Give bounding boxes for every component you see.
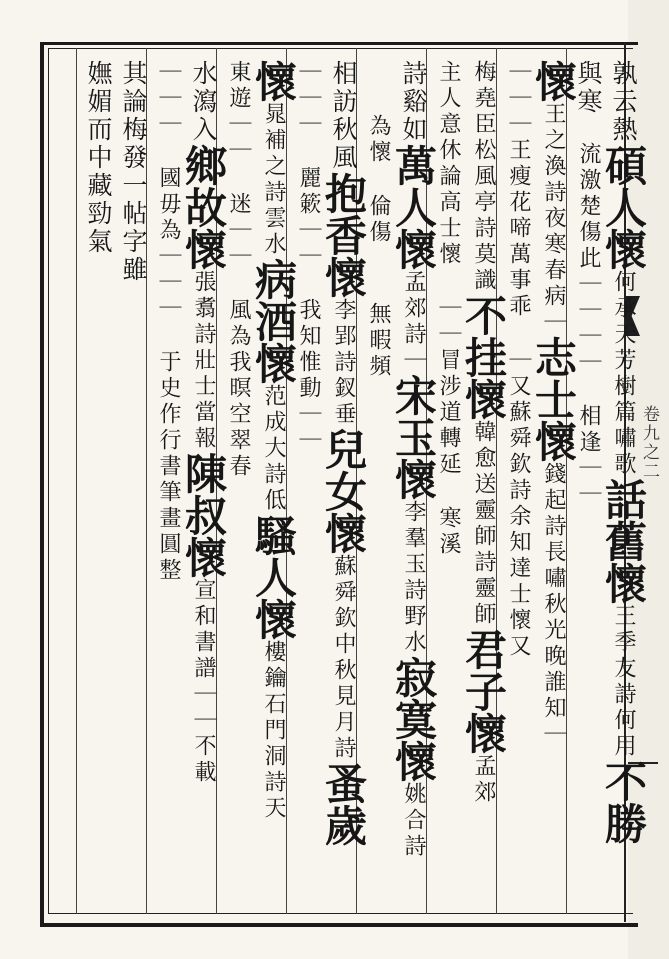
text-segment: 孟郊詩｜ [401,270,426,374]
text-segment: 王季友詩何用 [611,604,636,760]
text-segment: 梅堯臣松風亭詩莫識 [471,60,496,294]
text-segment [154,138,183,166]
text-segment: 為懷 [366,88,391,166]
text-segment: 孰云熱 [609,60,638,144]
text-column [459,60,508,910]
headword: 懷 [529,60,578,102]
headword: 萬人懷 [389,144,438,270]
text-segment: ｜｜｜王瘦花啼萬事乖 [506,60,531,320]
text-segment: 相訪秋風 [329,60,358,172]
headword: 兒女懷 [319,428,368,554]
text-segment: 國毋為｜｜｜ [156,166,181,322]
text-segment [434,478,463,506]
text-column [599,60,648,910]
text-segment: ｜｜｜ [296,60,321,138]
text-segment: 寒溪 [436,506,461,558]
text-segment [574,376,603,404]
headword: 志士懷 [529,336,578,462]
headword: 鄉故懷 [179,144,228,270]
text-column [179,60,228,910]
text-column [569,60,604,910]
text-segment: 李羣玉詩野水 [401,500,426,656]
text-segment [434,268,463,296]
text-column [79,60,114,910]
text-segment: 詩谿如 [399,60,428,144]
text-segment: 水瀉入 [189,60,218,144]
text-segment: 于史作行書筆畫圓整 [156,350,181,584]
headword: 宋玉懷 [389,374,438,500]
text-segment: 迷｜｜ [226,192,251,270]
text-segment: ｜又蘇舜欽詩余知達士懷又 [506,348,531,660]
headword: 懷 [249,60,298,102]
text-column [249,60,298,910]
text-segment: 無暇頻 [366,302,391,380]
headword: 話舊懷 [599,478,648,604]
text-segment: 主人意休論高士懷 [436,60,461,268]
text-segment: 相逢｜｜ [576,404,601,508]
text-segment: ｜｜｜ [156,60,181,138]
text-column [289,60,324,910]
headword: 君子懷 [459,628,508,754]
text-segment: 范成大詩低 [261,384,286,514]
headword: 騷人懷 [249,514,298,640]
text-segment: 姚合詩 [401,782,426,860]
text-column [529,60,578,910]
text-segment: 其論梅發一帖字雖 [119,60,148,284]
text-segment: 錢起詩長嘯秋光晚誰知｜ [541,462,566,748]
text-segment: 何承天芳樹篇嘯歌 [611,270,636,478]
text-segment [364,60,393,88]
text-segment [364,246,393,302]
text-segment: 倫傷 [366,194,391,246]
text-column [499,60,534,910]
headword: 陳叔懷 [179,452,228,578]
text-column [149,60,184,910]
text-segment: 張翥詩壯士當報 [191,270,216,452]
text-segment: 晁補之詩雲水 [261,102,286,258]
text-segment [294,138,323,166]
text-segment [224,270,253,298]
headword: 病酒懷 [249,258,298,384]
text-column [389,60,438,910]
text-segment: 李郢詩釵垂 [331,298,356,428]
text-segment: 樓鑰石門洞詩天 [261,640,286,822]
headword: 不勝 [599,760,648,844]
text-segment [294,270,323,298]
text-segment: 宣和書譜｜｜不載 [191,578,216,786]
text-segment: 與寒 [574,60,603,116]
headword: 不挂懷 [459,294,508,420]
headword: 抱香懷 [319,172,368,298]
text-segment: ｜｜冒涉道轉延 [436,296,461,478]
text-segment [364,166,393,194]
text-segment: 流激楚傷此｜｜｜｜ [576,116,601,376]
text-segment: 我知惟動｜｜ [296,298,321,454]
headword: 碩人懷 [599,144,648,270]
text-segment: 孟郊 [471,754,496,806]
text-segment: 東遊｜｜ [226,60,251,164]
text-segment [504,320,533,348]
headword: 寂寞懷 [389,656,438,782]
text-segment: 風為我暝空翠春 [226,298,251,480]
volume-label: 卷九之二 [639,405,659,481]
text-segment: 蘇舜欽中秋見月詩 [331,554,356,762]
text-segment [224,164,253,192]
text-column [319,60,368,910]
text-segment: 王之渙詩夜寒春病｜ [541,102,566,336]
headword: 蚤歲 [319,762,368,846]
text-segment: 嫵媚而中藏勁氣 [84,60,113,256]
text-segment: 麗簌｜｜ [296,166,321,270]
text-segment [154,322,183,350]
text-segment: 韓愈送靈師詩靈師 [471,420,496,628]
column-rule [76,48,77,914]
text-column [114,60,149,910]
